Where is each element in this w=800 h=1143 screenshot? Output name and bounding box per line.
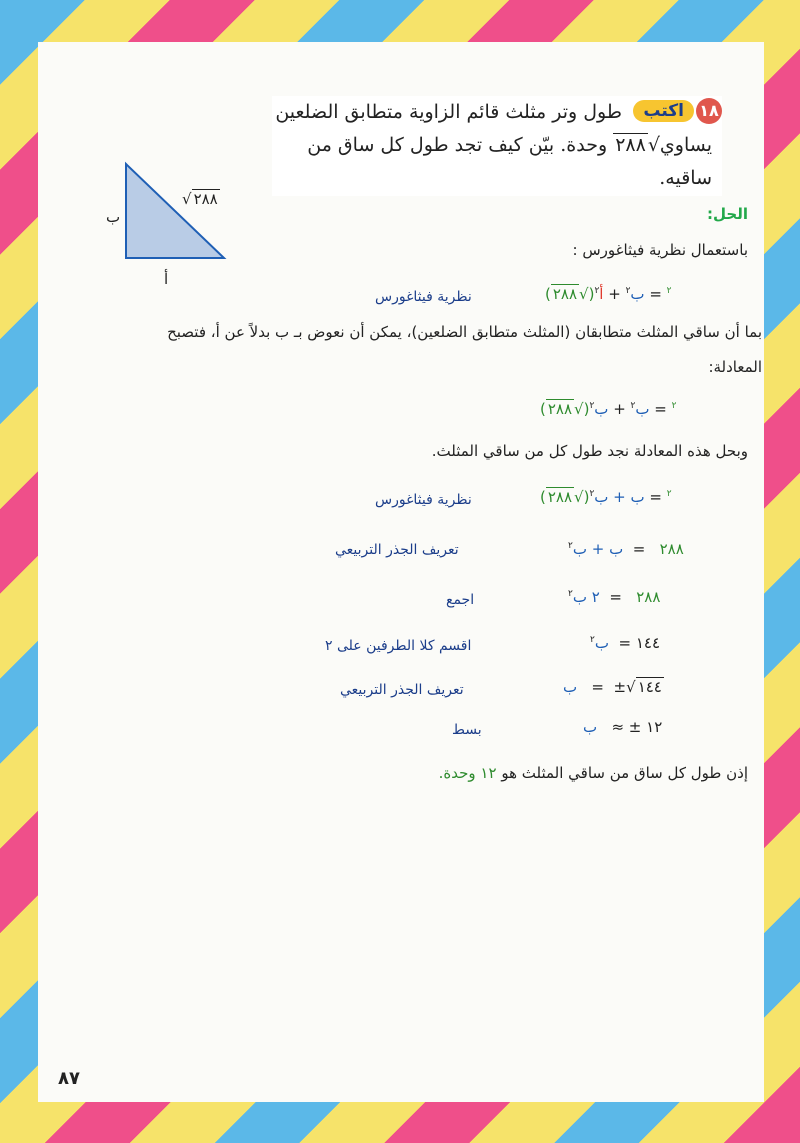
question-line-3: ساقيه. (659, 167, 712, 189)
step-3-equation: ٢٨٨ = ٢ ب$^٢$ (568, 588, 661, 606)
step-4-reason: اقسم كلا الطرفين على ٢ (325, 638, 472, 654)
triangle-hyp-label: ٢٨٨√ (182, 190, 218, 208)
solution-paragraph-1: بما أن ساقي المثلث متطابقان (المثلث متطابق الضلعين)، يمكن أن نعوض بـ ب بدلاً عن أ، فتصبح (167, 323, 762, 341)
equation-2: ( ٢٨٨ √) $^٢$ = ب$^٢$ + ب$^٢$ (540, 400, 677, 418)
step-1-reason: نظرية فيثاغورس (375, 492, 472, 508)
solution-paragraph-2: وبحل هذه المعادلة نجد طول كل من ساقي المثلث. (431, 442, 748, 460)
solution-conclusion: إذن طول كل ساق من ساقي المثلث هو ١٢ وحدة. (438, 764, 748, 782)
question-line-2 (272, 129, 712, 162)
step-6-equation: ١٢ ± ≈ ب (583, 718, 663, 736)
question-number: ١٨ (696, 98, 722, 124)
triangle-side-a: أ (164, 270, 169, 288)
step-2-equation: ٢٨٨ = ب + ب$^٢$ (568, 540, 684, 558)
triangle-figure (100, 160, 240, 290)
equation-1: ( ٢٨٨ √) $^٢$ = ب$^٢$ + أ$^٢$ (545, 285, 672, 303)
step-3-reason: اجمع (446, 592, 475, 608)
question-box (272, 96, 722, 196)
step-6-reason: بسط (452, 722, 482, 738)
step-1-equation: ( ٢٨٨ √) $^٢$ = ب + ب$^٢$ (540, 488, 672, 506)
question-root-symbol: √ (647, 134, 660, 156)
question-line-1: طول وتر مثلث قائم الزاوية متطابق الضلعين (275, 101, 622, 123)
page-number: ٨٧ (58, 1068, 80, 1089)
question-equals: يساوي (659, 134, 712, 156)
step-4-equation: ١٤٤ = ب$^٢$ (590, 634, 661, 652)
step-2-reason: تعريف الجذر التربيعي (335, 542, 459, 558)
step-5-equation: ١٤٤√± = ب (563, 678, 662, 696)
triangle-shape (126, 164, 224, 258)
solution-intro: باستعمال نظرية فيثاغورس : (572, 241, 748, 259)
write-badge: اكتب (633, 100, 694, 122)
question-unit-text: وحدة. بيّن كيف تجد طول كل ساق من (307, 134, 608, 156)
triangle-side-b: ب (106, 208, 121, 226)
solution-paragraph-1b: المعادلة: (708, 358, 762, 376)
equation-1-reason: نظرية فيثاغورس (375, 289, 472, 305)
question-root-value: ٢٨٨ (615, 134, 646, 156)
solution-title: الحل: (707, 205, 748, 223)
step-5-reason: تعريف الجذر التربيعي (340, 682, 464, 698)
